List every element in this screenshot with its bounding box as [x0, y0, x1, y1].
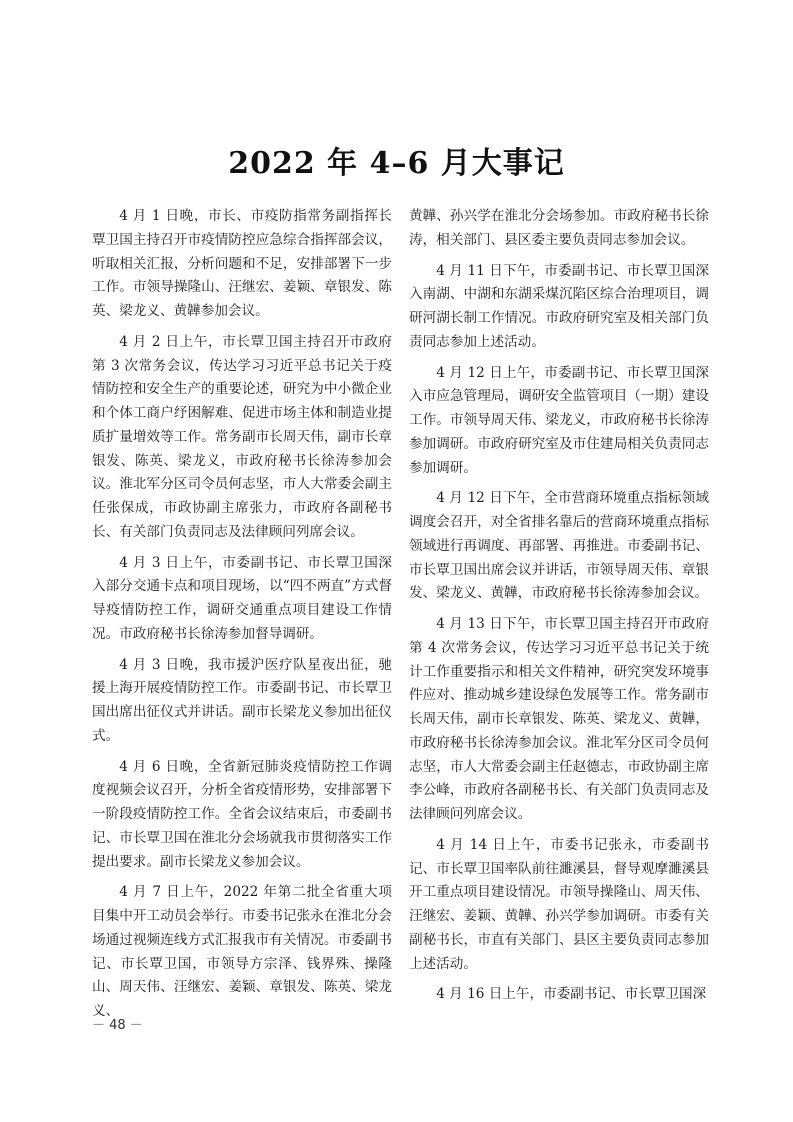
entry-paragraph: 4 月 12 日下午，全市营商环境重点指标领域调度会召开，对全省排名靠后的营商环境重点指标领域进行再调度、再部署、再推进。市委副书记、市长覃卫国出席会议并讲话，市领导周天伟、章银发、梁龙义、黄韡，市政府秘书长徐涛参加会议。	[409, 490, 709, 602]
entry-paragraph: 4 月 16 日上午，市委副书记、市长覃卫国深	[436, 986, 707, 1003]
continued-paragraph: 黄韡、孙兴学在淮北分会场参加。市政府秘书长徐涛，相关部门、县区委主要负责同志参加会议。	[409, 208, 709, 248]
entry-paragraph: 4 月 14 日上午，市委书记张永，市委副书记、市长覃卫国率队前往濉溪县，督导观摩濉溪县开工重点项目建设情况。市领导操隆山、周天伟、汪继宏、姜颖、黄韡、孙兴学参加调研。市委有关副秘书长，市直有关部门、县区主要负责同志参加上述活动。	[409, 836, 709, 972]
entry-paragraph: 4 月 6 日晚，全省新冠肺炎疫情防控工作调度视频会议召开，分析全省疫情形势，安排部署下一阶段疫情防控工作。全省会议结束后，市委副书记、市长覃卫国在淮北分会场就我市贯彻落实工作提出要求。副市长梁龙义参加会议。	[92, 758, 392, 870]
entry-paragraph: 4 月 12 日上午，市委副书记、市长覃卫国深入市应急管理局，调研安全监管项目（一期）建设工作。市领导周天伟、梁龙义，市政府秘书长徐涛参加调研。市政府研究室及市住建局相关负责同志参加调研。	[409, 364, 709, 476]
entry-paragraph: 4 月 3 日上午，市委副书记、市长覃卫国深入部分交通卡点和项目现场，以“四不两直”方式督导疫情防控工作，调研交通重点项目建设工作情况。市政府秘书长徐涛参加督导调研。	[92, 554, 392, 642]
entry-paragraph: 4 月 3 日晚，我市援沪医疗队星夜出征，驰援上海开展疫情防控工作。市委副书记、市长覃卫国出席出征仪式并讲话。副市长梁龙义参加出征仪式。	[92, 656, 392, 744]
entry-paragraph: 4 月 7 日上午，2022 年第二批全省重大项目集中开工动员会举行。市委书记张永在淮北分会场通过视频连线方式汇报我市有关情况。市委副书记、市长覃卫国，市领导方宗泽、钱界殊、操隆山、周天伟、汪继宏、姜颖、章银发、陈英、梁龙义、	[92, 884, 392, 1019]
left-column	[92, 205, 392, 1024]
page-title: 2022 年 4–6 月大事记	[228, 146, 565, 181]
entry-paragraph: 4 月 11 日下午，市委副书记、市长覃卫国深入南湖、中湖和东湖采煤沉陷区综合治理项目，调研河湖长制工作情况。市政府研究室及相关部门负责同志参加上述活动。	[409, 262, 709, 350]
right-column	[409, 205, 709, 1007]
entry-paragraph: 4 月 2 日上午，市长覃卫国主持召开市政府第 3 次常务会议，传达学习习近平总书记关于疫情防控和安全生产的重要论述，研究为中小微企业和个体工商户纾困解难、促进市场主体和制造业提质扩量增效等工作。常务副市长周天伟，副市长章银发、陈英、梁龙义，市政府秘书长徐涛参加会议。淮北军分区司令员何志坚，市人大常委会副主任张保成，市政协副主席张力，市政府各副秘书长、有关部门负责同志及法律顾问列席会议。	[92, 333, 392, 540]
entry-paragraph: 4 月 13 日下午，市长覃卫国主持召开市政府第 4 次常务会议，传达学习习近平总书记关于统计工作重要指示和相关文件精神，研究突发环境事件应对、推动城乡建设绿色发展等工作。常务副市长周天伟，副市长章银发、陈英、梁龙义、黄韡，市政府秘书长徐涛参加会议。淮北军分区司令员何志坚，市人大常委会副主任赵德志，市政协副主席李公峰，市政府各副秘书长、有关部门负责同志及法律顾问列席会议。	[409, 616, 709, 822]
page-number: － 48 －	[92, 1018, 143, 1033]
entry-paragraph: 4 月 1 日晚，市长、市疫防指常务副指挥长覃卫国主持召开市疫情防控应急综合指挥部会议，听取相关汇报，分析问题和不足，安排部署下一步工作。市领导操隆山、汪继宏、姜颖、章银发、陈英、梁龙义、黄韡参加会议。	[92, 208, 392, 319]
